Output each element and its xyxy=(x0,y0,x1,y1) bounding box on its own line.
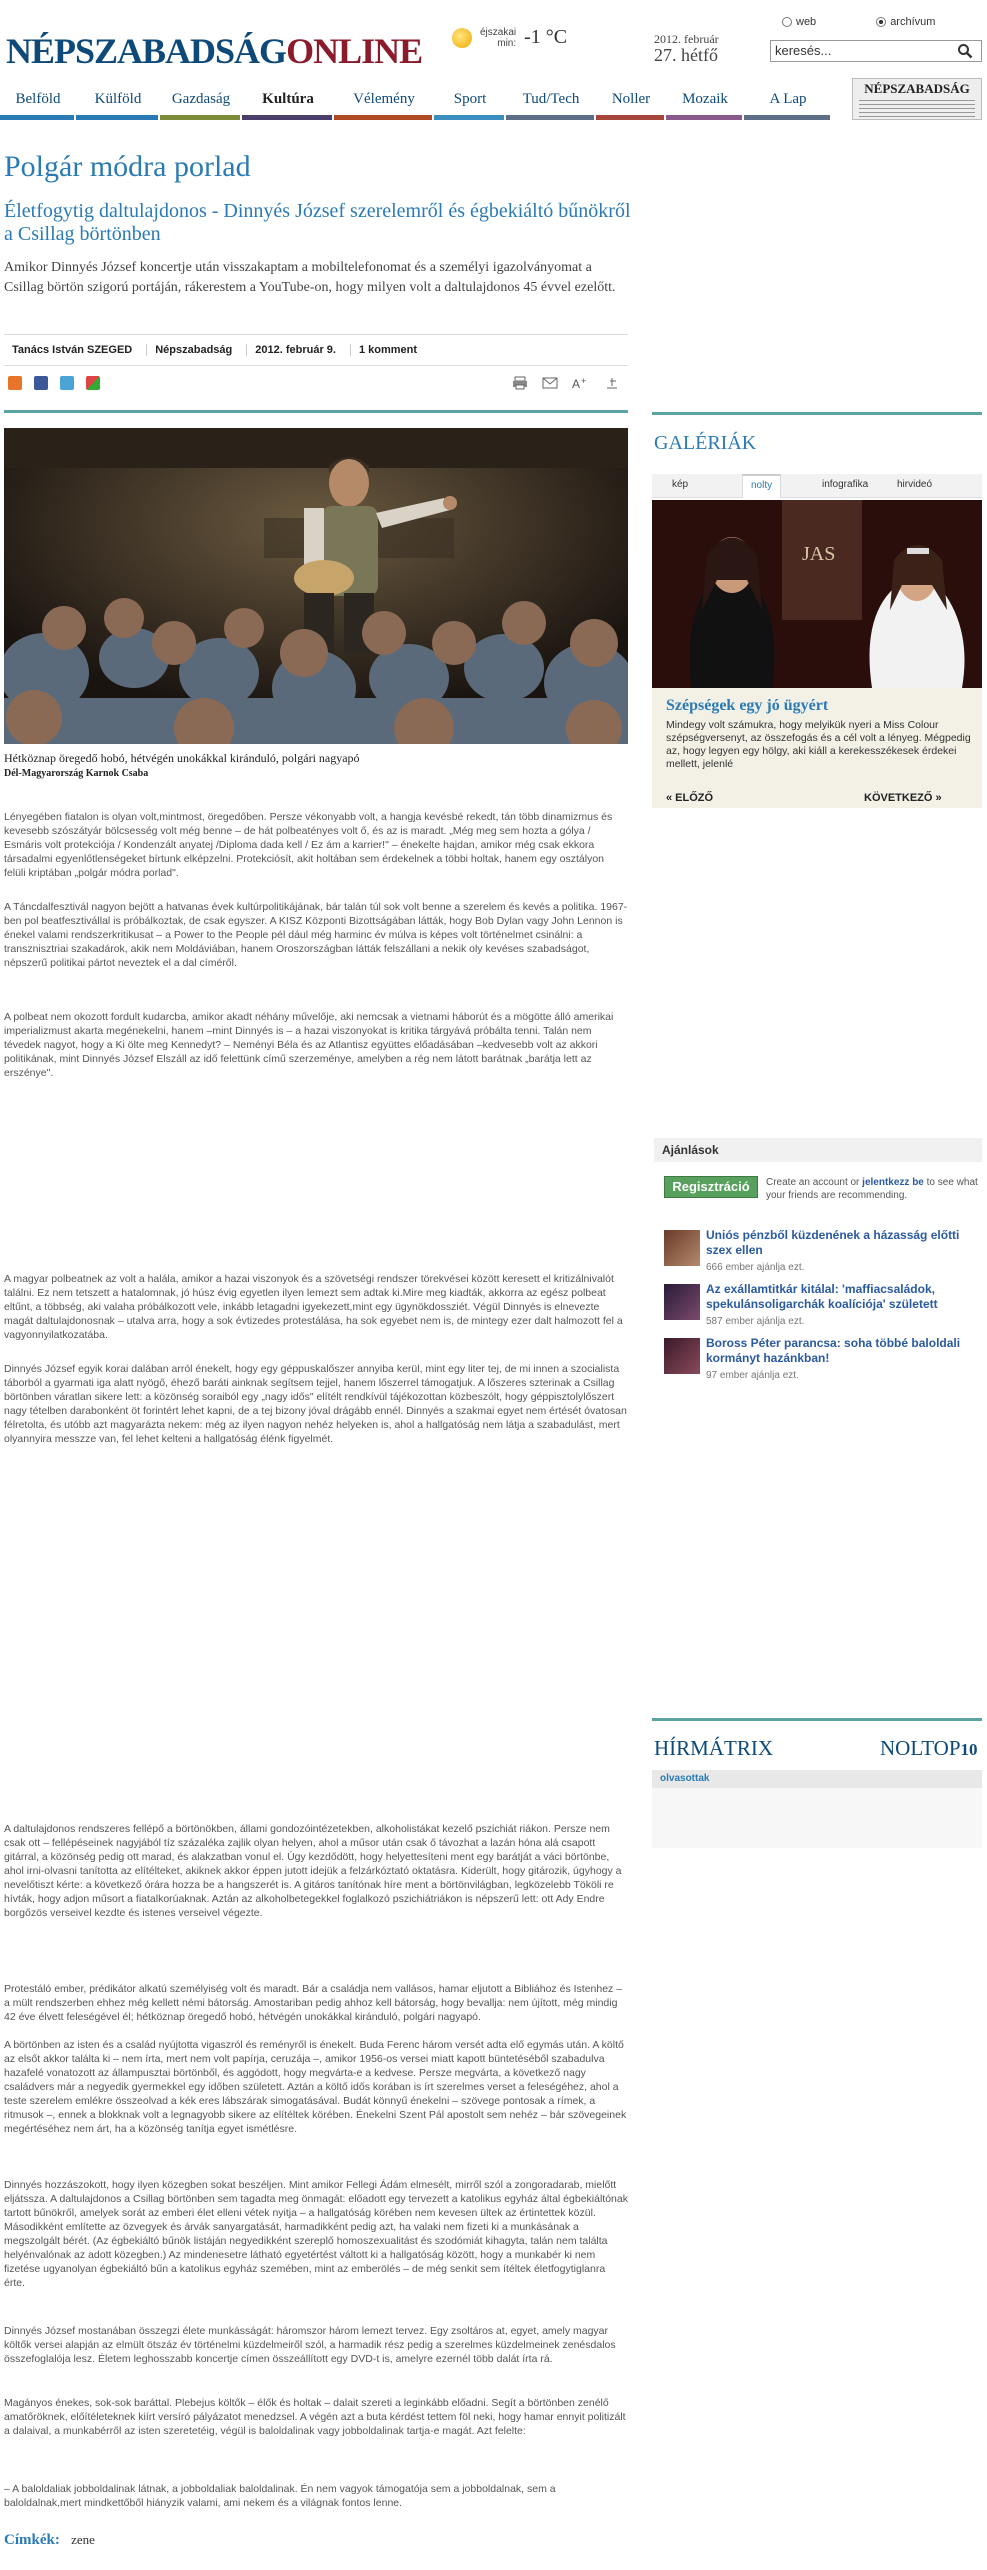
login-link[interactable]: jelentkezz be xyxy=(862,1177,924,1188)
nav-item-underline xyxy=(242,115,332,120)
nav-item[interactable]: Mozaik xyxy=(682,91,728,107)
article-paragraph: A polbeat nem okozott fordult kudarcba, amikor akadt néhány művelője, aki nemcsak a vietnami háborút és a mögötte álló amerikai imperializmust akarta megénekelni, hanem –mint Dinnyés is – a hazai viszonyokat is kritika tárgyává próbálta tenni. Talán nem tévedek nagyot, hogy a Ki ölte meg Kennedyt? – Neményi Béla és az Atlantisz együttes előadásában –kedvesebb volt az akkori politikának, mint Dinnyés József Elszáll az idő felettünk című szerzeménye, amelyben a rég nem látott barátnak „barátja lett az erszénye". xyxy=(4,1011,614,1079)
gallery-photo[interactable] xyxy=(652,500,982,688)
article-comments-link[interactable]: 1 komment xyxy=(358,344,418,356)
gallery-item-title[interactable]: Szépségek egy jó ügyért xyxy=(666,697,829,714)
radio-web[interactable] xyxy=(782,16,816,28)
svg-text:A: A xyxy=(572,377,581,390)
radio-icon xyxy=(782,17,792,27)
recommendations-title: Ajánlások xyxy=(654,1138,982,1162)
radio-selected-icon xyxy=(876,17,886,27)
radio-web-label: web xyxy=(796,16,817,28)
hirmatrix-divider xyxy=(652,1718,982,1721)
article-lead: Amikor Dinnyés József koncertje után visszakaptam a mobiltelefonomat és a személyi igazolványomat a Csillag börtön szigorú portáján, rákerestem a YouTube-on, hogy milyen volt a daltulajdonos 45 évvel ezelőtt. xyxy=(4,260,616,295)
nav-item-underline xyxy=(596,115,664,120)
nav-item-underline xyxy=(76,115,158,120)
gallery-title: GALÉRIÁK xyxy=(654,432,757,454)
recommendation-thumbnail xyxy=(664,1284,700,1320)
nav-item-underline xyxy=(334,115,432,120)
nav-item-underline xyxy=(434,115,504,120)
recommendation-thumbnail xyxy=(664,1338,700,1374)
nav-item[interactable]: Noller xyxy=(611,91,651,107)
article-paragraph: Dinnyés hozzászokott, hogy ilyen közegben sokat beszéljen. Mint amikor Fellegi Ádám elmesélt, mirről szól a zongoradarab, mielőtt eljátssza. A daltulajdonos a Csillag börtönben sem tagadta meg önmagát: előadott egy tervezett a katolikus egyház által égbekiáltónak tartott bűnökről, amelyek sorát az emberi élet elleni vétek nyitja – a hallgatóság körében nem kevesen ültek az értintettek közül. Másodikként említette az özvegyek és árvák sanyargatását, harmadikként pedig azt, ha valaki nem fizeti ki a munkásának a megszolgált bérét. (Az égbekiáltó bűnök listáján negyedikként szereplő homoszexualitást és szodómiát kihagyta, talán nem találta helyénvalónak az adott közegben.) Az mindenesetre látható egyetértést váltott ki a hallgatóság között, hogy a munkabér ki nem fizetése ugyanolyan égbekiáltó bűn a katolikus egyház szemében, mint az emberölés – de még senkit sem ítéltek életfogytiglanra érte. xyxy=(4,2179,628,2289)
date-day: 27. hétfő xyxy=(654,45,718,65)
article-paragraph: A börtönben az isten és a család nyújtotta vigaszról és reményről is énekelt. Buda Ferenc három versét adta elő egymás után. A költő az elsőt akkor találta ki – nem írta, mert nem volt papírja, ceruzája –, amikor 1956-os versei miatt kapott büntetéséből szabadulva hazafelé vonatozott az állampusztai börtönből, és aggódott, hogy megvárta-e a kedvese. Persze megvárta, a következő nagy családvers már a negyedik gyermekkel egy időben született. Aztán a költő idős korában is írt szerelmes verset a feleségéhez, ahol a teste szerelem emlékre összeolvad a kék eres lábszárak simogatásával. Budát könnyű énekelni – szövege pontosak a rímek, a ritmusok –, ennek a blokknak volt a legnagyobb sikere az elítéltek körében. Énekelni Szent Pál apostolt sem nehéz – bár szövegeinek megértéséhez nem árt, ha a közönség tanítja egyet ismétlésre. xyxy=(4,2039,627,2135)
article-meta xyxy=(4,334,628,366)
article-paragraph: Lényegében fiatalon is olyan volt,mintmost, öregedőben. Persze vékonyabb volt, a hangja kevésbé rekedt, tán több dinamizmus és kevesebb szószátyár bölcsesség volt még benne – de hát polbeatényes volt ő, és az is maradt. „Még meg sem hozta a gólya / Esmáris volt protekciója / Kondenzált anyatej /Diploma dada kell / Ez ám a karrier!" – énekelte hajdan, amikor még csak ekkora társadalmi egyenlőtlenségeket bírtunk elképzelni. Protekciósít, akit holtában sem érdekelnek a többi holtak, hanem egy osztályon felüli kriptában „polgár módra porlad". xyxy=(4,811,613,879)
print-edition-lines xyxy=(859,100,975,118)
main-nav xyxy=(0,82,987,120)
nav-item-underline xyxy=(506,115,594,120)
weather-temperature: -1 °C xyxy=(524,26,568,48)
search-icon[interactable] xyxy=(957,43,973,59)
article-divider xyxy=(4,410,628,413)
photo-credit: Dél-Magyarország Karnok Csaba xyxy=(4,768,149,779)
tab-olvasottak[interactable]: olvasottak xyxy=(660,1773,710,1784)
facebook-icon[interactable] xyxy=(34,376,48,390)
recommendation-meta: 666 ember ajánlja ezt. xyxy=(706,1262,805,1273)
weather-widget xyxy=(452,26,567,49)
radio-archive[interactable] xyxy=(876,16,935,28)
print-icon[interactable] xyxy=(512,376,528,390)
nav-item[interactable]: Vélemény xyxy=(353,91,415,107)
gallery-tabs xyxy=(652,474,982,498)
gallery-divider xyxy=(652,412,982,415)
article-subtitle: Életfogytig daltulajdonos - Dinnyés József szerelemről és égbekiáltó bűnökről a Csillag börtönben xyxy=(4,200,631,245)
noltop10-title xyxy=(880,1736,978,1761)
tags-label: Címkék: xyxy=(4,2532,60,2548)
article-paragraph: Dinnyés József egyik korai dalában arról énekelt, hogy egy géppuskalőszer annyiba kerül, mint egy liter tej, de mi innen a szocialista táborból a gyarmati iga alatt nyögő, éhező baráti ainknak segítsem tejjel, hanem lőszerrel támogatjuk. A lőszeres szterinak a Csillag börtönben váratlan sikere lett: a közönség soraiból egy „nagy idős" elítélt rendkívül tájékozottan közbeszólt, hogy géppisztolylőszert nagy tételben darabonként öt forintért lehet kapni, de a tej bizony jóval drágább ennél. Dinnyés a szakmai egyet nem értését óvatosan félretolta, és utóbb azt magyarázta nekem: még az ilyen nagyon nehéz helyeken is, ahol a hallgatóság nem látja a szabadulást, mert olyannyira messzze van, fel lehet kelteni a hallgatóság élénk figyelmét. xyxy=(4,1363,627,1445)
noltop-suffix: 10 xyxy=(960,1740,978,1759)
noltop-prefix: NOLTOP xyxy=(880,1736,961,1760)
nav-item-underline xyxy=(666,115,742,120)
recommendation-meta: 97 ember ajánlja ezt. xyxy=(706,1370,799,1381)
add-share-icon[interactable] xyxy=(8,376,22,390)
tab-kep[interactable]: kép xyxy=(672,479,689,490)
logo-text-online: ONLINE xyxy=(286,31,423,71)
nav-item[interactable]: Sport xyxy=(453,91,487,107)
gallery-item-text: Mindegy volt számukra, hogy melyikük nyeri a Miss Colour szépségversenyt, az összefogás és a cél volt a lényeg. Mégpedig az, hogy legyen egy hölgy, aki kiáll a kerekesszékesek érdekei mellett, jelenlé xyxy=(666,719,971,770)
recommendation-item[interactable] xyxy=(664,1336,982,1380)
tab-nolty[interactable]: nolty xyxy=(742,474,781,498)
photo-caption: Hétköznap öregedő hobó, hétvégén unokákkal kiránduló, polgári nagyapó xyxy=(4,751,360,765)
recommendation-title[interactable]: Az exállamtitkár kitálal: 'maffiacsaládok, spekulánsoligarchák koalíciója' született xyxy=(706,1282,938,1311)
gallery-caption-box xyxy=(652,688,982,808)
print-edition-label: NÉPSZABADSÁG xyxy=(864,81,970,96)
nav-item[interactable]: Tud/Tech xyxy=(522,91,580,107)
nav-item[interactable]: Kultúra xyxy=(242,86,334,116)
tag-link[interactable]: zene xyxy=(71,2532,95,2547)
recommendation-title[interactable]: Boross Péter parancsa: soha többé baloldali kormányt hazánkban! xyxy=(706,1336,961,1365)
nav-item[interactable]: A Lap xyxy=(769,91,807,107)
article-paragraph: – A baloldaliak jobboldalinak látnak, a jobboldaliak baloldalinak. Én nem vagyok támogatója sem a jobboldalnak, sem a baloldalnak,mert mindkettőből hiányzik valami, ami nekem és a világnak fontos lenne. xyxy=(4,2483,556,2509)
article-paragraph: Protestáló ember, prédikátor alkatú személyiség volt és maradt. Bár a családja nem vallásos, hamar eljutott a Bibliához és Istenhez – a mült rendszerben ehhez még kellett némi bátorság. Amostariban pedig ahhoz kell bátorság, hogy bevallja: nem újított, még mindig 42 éve élvett feleségével él; hétköznap öregedő hobó, hétvégén unokákkal kiránduló, polgári nagyapó. xyxy=(4,1983,623,2023)
nav-item-underline xyxy=(160,115,240,120)
tags-row xyxy=(4,2532,95,2549)
register-text-part2: to see what your friends are recommending. xyxy=(766,1177,978,1201)
gallery-next-button[interactable]: KÖVETKEZŐ » xyxy=(864,792,942,804)
recommendation-thumbnail xyxy=(664,1230,700,1266)
recommendation-meta: 587 ember ajánlja ezt. xyxy=(706,1316,805,1327)
hirmatrix-tab-bar xyxy=(652,1770,982,1788)
article-source: Népszabadság xyxy=(147,344,247,356)
recommendation-item[interactable] xyxy=(664,1228,982,1272)
search-input[interactable]: keresés... xyxy=(770,40,982,62)
article-author: Tanács István SZEGED xyxy=(4,344,147,356)
article-date: 2012. február 9. xyxy=(247,344,351,356)
recommendation-item[interactable] xyxy=(664,1282,982,1326)
share-toolbar xyxy=(4,372,628,394)
site-header xyxy=(0,0,987,82)
recommendation-title[interactable]: Uniós pénzből küzdenének a házasság előtti szex ellen xyxy=(706,1228,960,1257)
gallery-prev-button[interactable]: « ELŐZŐ xyxy=(666,792,714,804)
tab-hirvideo[interactable]: hirvideó xyxy=(897,479,933,490)
print-edition-thumbnail[interactable] xyxy=(852,78,982,120)
article-paragraph: A daltulajdonos rendszeres fellépő a börtönökben, állami gondozóintézetekben, alkoholistákat kezelő pszichiát riákon. Persze nem csak ott – fellépéseinek nagyjából tíz százaléka zajlik olyan helyen, ahol a műsor után csak ő távozhat a lazán hóna alá csapott gitárral, a közönség pedig ott marad, és alakzatban vonul el. Úgy kezdődött, hogy helyettesíteni ment egy barátját a váci börtönbe, ahol irni-olvasni tanította az elítélteket, akiknek akkor éppen jutott idejük a felzárkóztató oktatásra. Kiderült, hogy gitározik, úgyhogy a nevelőtiszt kérte: a következő órára hozza be a hangszerét is. A gitáros tanítónak híre ment a börtönvilágban, legközelebb Tököli re hívták, hogy adjon műsort a fiatalkorúaknak. Aztán az alkoholbetegekkel foglalkozó pszichiátriákon is népszerű lett: ott Ady Endre borgőzös verseivel kezdte és istenes verseivel végezte. xyxy=(4,1823,622,1919)
svg-text:+: + xyxy=(581,376,587,386)
article-photo[interactable] xyxy=(4,428,628,744)
current-date xyxy=(654,32,719,66)
article-paragraph: Magányos énekes, sok-sok baráttal. Plebejus költők – élők és holtak – dalait szereti a leginkább előadni. Segít a börtönben zenélő amatőröknek, előítéleteknek kiírt versíró pályázatot menedzsel. A végén azt a buta kérdést tettem föl neki, hogy hamar ennyit politizált a dalaival, a munkabérről az isten szeretetéig, végül is baloldalinak vagy jobboldalinak tartja-e magát. Azt felelte: xyxy=(4,2397,626,2437)
nav-item-underline xyxy=(0,115,74,120)
beauty-contest-illustration xyxy=(652,500,982,688)
hirmatrix-list xyxy=(652,1788,982,1848)
site-logo[interactable] xyxy=(6,30,422,72)
date-year-month: 2012. február xyxy=(654,32,719,46)
article-title: Polgár módra porlad xyxy=(4,150,251,183)
article-paragraph: Dinnyés József mostanában összegzi élete munkásságát: háromszor három lemezt tervez. Egy zsoltáros at, egyet, amely magyar költők versei alapján az elmült ötszáz év történelmi küzdelmeiről szól, a harmadik rész pedig a szerelmes küzdelmeinek zenésdalos összefoglalója lesz. Életem leghosszabb koncertje címen összeállított egy DVD-t is, amelyre ezernél több dalát írta rá. xyxy=(4,2325,616,2365)
google-icon[interactable] xyxy=(86,376,100,390)
hirmatrix-title: HÍRMÁTRIX xyxy=(654,1736,773,1760)
register-button[interactable]: Regisztráció xyxy=(664,1176,758,1198)
logo-text-main: NÉPSZABADSÁG xyxy=(6,31,287,71)
tab-infografika[interactable]: infografika xyxy=(822,479,869,490)
radio-archive-label: archívum xyxy=(890,16,936,28)
register-text-part1: Create an account or xyxy=(766,1177,860,1188)
svg-text:JAS: JAS xyxy=(802,543,836,565)
nav-item[interactable]: Külföld xyxy=(94,91,142,107)
nav-item-underline xyxy=(744,115,830,120)
nav-item[interactable]: Belföld xyxy=(15,91,61,107)
search-scope xyxy=(782,16,935,28)
concert-photo-illustration xyxy=(4,428,628,744)
sun-icon xyxy=(452,28,472,48)
font-size-icon[interactable] xyxy=(572,376,588,390)
nav-item[interactable]: Gazdaság xyxy=(171,91,231,107)
email-icon[interactable] xyxy=(542,376,558,390)
article-paragraph: A magyar polbeatnek az volt a halála, amikor a hazai viszonyok és a szövetségi rendszer törekvései között keresett el kritizálnivalót találni. Ez nem tetszett a hatalomnak, jó húsz évig egyetlen ilyen lemezt sem adtak ki.Mire meg kiadták, akkorra az egész polbeat eltűnt, a többség, aki valaha próbálkozott vele, inkább letagadni igyekezett,mint egy ügynökdossziét. Végül Dinnyés is elnevezte magát daltulajdonosnak – utalva arra, hogy a sok évtizedes protestálása, ha sok egyebet nem is, de mintegy ezer dalt halmozott fel a vagyonnyilatkozatába. xyxy=(4,1273,623,1341)
register-text xyxy=(766,1176,982,1202)
article-paragraph: A Táncdalfesztivál nagyon bejött a hatvanas évek kultúrpolitikájának, bár talán túl sok volt benne a szerelem és kevés a politika. 1967-ben pol beatfesztivállal is próbálkoztak, de csak egyszer. A KISZ Központi Bizottságában látták, hogy Bob Dylan vagy John Lennon is énekel valami rendszerkritikusat – a Power to the People pél dául még harminc év múlva is képes volt történelmet csinálni: a transznisztriai szakadárok, akik nem Moldáviában, hanem Oroszországban látták felszállani a nekik oly kevéses szabadságot, népszerű politikai pártot neveztek el a dal címéről. xyxy=(4,901,628,969)
weather-label: éjszakai min: xyxy=(480,26,517,49)
font-size-reset-icon[interactable] xyxy=(604,376,620,390)
twitter-icon[interactable] xyxy=(60,376,74,390)
